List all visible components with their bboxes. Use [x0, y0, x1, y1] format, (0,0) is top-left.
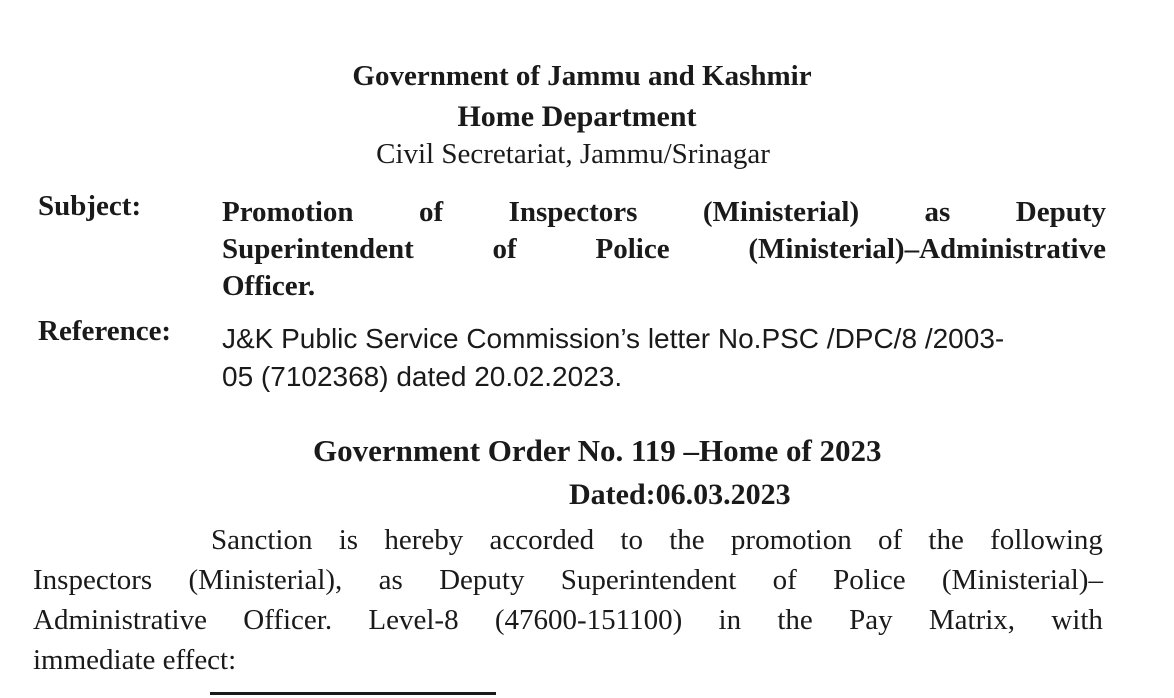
- table-top-border: [210, 692, 496, 695]
- body-line: [33, 520, 1103, 560]
- body-word: is: [338, 524, 359, 556]
- body-word: Officer.: [243, 604, 333, 636]
- subject-line: [222, 231, 1106, 268]
- reference-line: [222, 320, 1106, 358]
- department-name: Home Department: [457, 100, 697, 133]
- body-word: as: [378, 564, 403, 596]
- body-word: Superintendent: [560, 564, 737, 596]
- body-word: with: [1051, 604, 1103, 636]
- reference-line-text: J&K Public Service Commission’s letter No.PSC /DPC/8 /2003-: [222, 323, 1005, 354]
- body-line: [33, 560, 1103, 600]
- reference-text: [222, 320, 1106, 396]
- body-word: immediate effect:: [33, 644, 237, 676]
- body-word: of: [878, 524, 903, 556]
- subject-word: (Ministerial)–Administrative: [748, 233, 1106, 265]
- body-word: promotion: [730, 524, 852, 556]
- subject-word: Deputy: [1015, 196, 1106, 228]
- body-word: Sanction: [211, 524, 313, 556]
- body-word: accorded: [489, 524, 595, 556]
- reference-line: [222, 358, 1106, 396]
- reference-line-text: 05 (7102368) dated 20.02.2023.: [222, 361, 623, 392]
- subject-word: of: [418, 196, 444, 228]
- subject-line: [222, 194, 1106, 231]
- body-word: Deputy: [439, 564, 525, 596]
- body-line: [33, 640, 1103, 680]
- body-word: in: [718, 604, 742, 636]
- subject-word: as: [924, 196, 951, 228]
- body-word: hereby: [384, 524, 464, 556]
- body-word: Matrix,: [928, 604, 1016, 636]
- subject-word: Promotion: [222, 196, 354, 228]
- body-word: Pay: [849, 604, 893, 636]
- body-word: (47600-151100): [494, 604, 683, 636]
- order-body: [33, 520, 1103, 680]
- subject-word: Superintendent: [222, 233, 414, 265]
- order-title: Government Order No. 119 –Home of 2023: [313, 433, 882, 468]
- body-word: to: [620, 524, 643, 556]
- body-word: (Ministerial),: [188, 564, 343, 596]
- body-word: following: [990, 524, 1103, 556]
- body-word: (Ministerial)–: [941, 564, 1103, 596]
- subject-text: [222, 194, 1106, 305]
- body-word: of: [772, 564, 797, 596]
- subject-word: Inspectors: [508, 196, 638, 228]
- body-word: Police: [833, 564, 906, 596]
- order-date: Dated:06.03.2023: [569, 478, 791, 511]
- body-line: [33, 600, 1103, 640]
- subject-label: Subject:: [38, 190, 142, 222]
- office-address: Civil Secretariat, Jammu/Srinagar: [376, 138, 770, 170]
- reference-label: Reference:: [38, 315, 172, 347]
- subject-word: (Ministerial): [702, 196, 860, 228]
- body-word: Inspectors: [33, 564, 153, 596]
- subject-word: Police: [595, 233, 670, 265]
- body-word: Administrative: [33, 604, 207, 636]
- government-name: Government of Jammu and Kashmir: [352, 60, 812, 92]
- subject-line: [222, 268, 1106, 305]
- body-word: the: [928, 524, 964, 556]
- subject-word: of: [492, 233, 517, 265]
- body-word: the: [669, 524, 705, 556]
- body-word: the: [777, 604, 813, 636]
- subject-word: Officer.: [222, 270, 316, 302]
- body-word: Level-8: [368, 604, 459, 636]
